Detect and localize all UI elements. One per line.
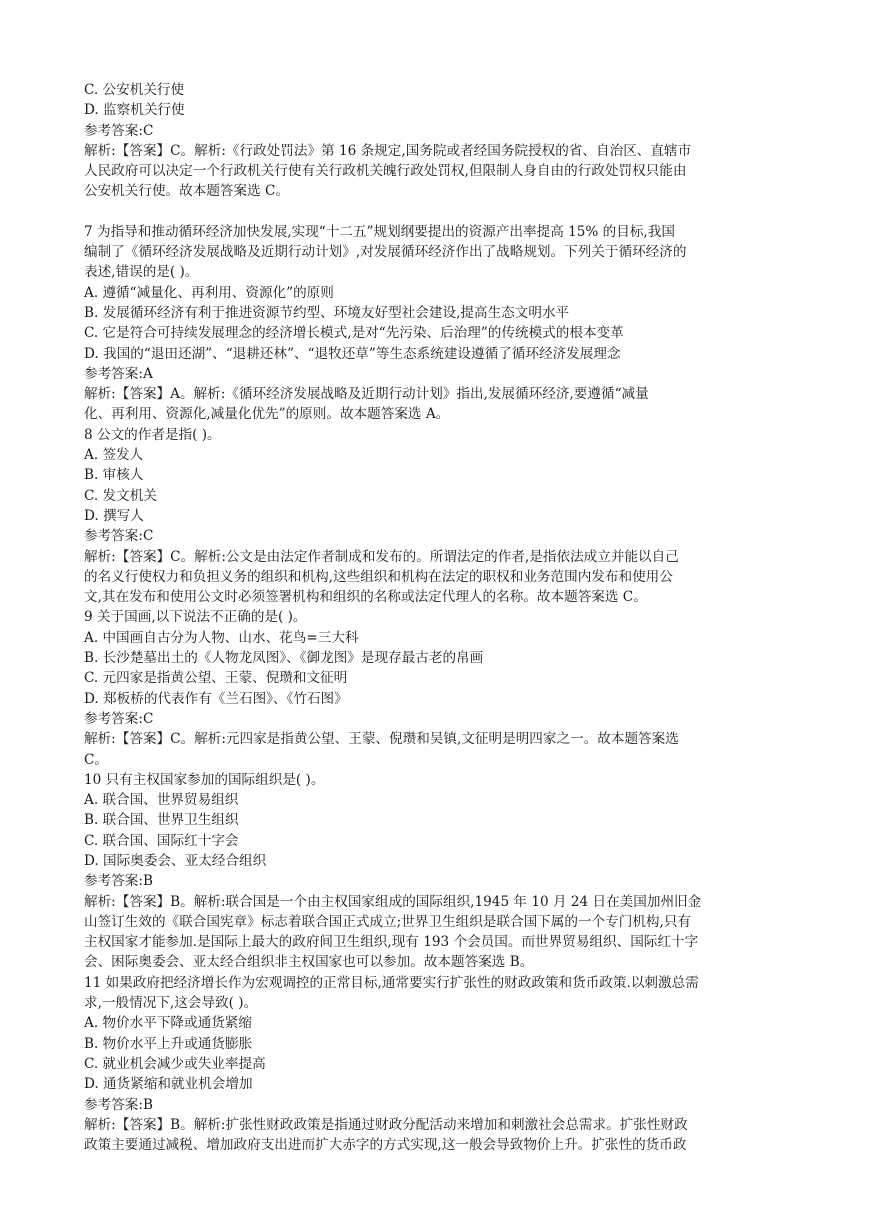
text-line: B. 物价水平上升或通货膨胀: [84, 1035, 253, 1052]
text-line: 10 只有主权国家参加的国际组织是( )。: [84, 771, 325, 788]
text-line: A. 物价水平下降或通货紧缩: [84, 1015, 252, 1032]
text-line: B. 发展循环经济有利于推进资源节约型、环境友好型社会建设,提高生态文明水平: [84, 304, 570, 321]
text-line: 参考答案:B: [84, 1096, 153, 1113]
text-line: 的名义行使权力和负担义务的组织和机构,这些组织和机构在法定的职权和业务范围内发布和使用公: [84, 568, 673, 585]
text-line: 编制了《循环经济发展战略及近期行动计划》,对发展循环经济作出了战略规划。下列关于循环经济的: [84, 244, 687, 261]
text-line: A. 联合国、世界贸易组织: [84, 792, 239, 809]
text-line: 9 关于国画,以下说法不正确的是( )。: [84, 609, 307, 626]
text-line: 主权国家才能参加.是国际上最大的政府间卫生组织,现有 193 个会员国。而世界贸易组织、国际红十字: [84, 934, 699, 951]
text-line: 文,其在发布和使用公文时必须签署机构和组织的名称或法定代理人的名称。故本题答案选 C。: [84, 589, 647, 606]
text-line: 公安机关行使。故本题答案选 C。: [84, 183, 290, 200]
text-line: 参考答案:C: [84, 710, 154, 727]
text-line: 解析:【答案】C。解析:《行政处罚法》第 16 条规定,国务院或者经国务院授权的省、自治区、直辖市: [84, 142, 692, 159]
text-line: B. 审核人: [84, 467, 144, 484]
text-line: 参考答案:A: [84, 365, 153, 382]
text-line: 解析:【答案】B。解析:扩张性财政政策是指通过财政分配活动来增加和刺激社会总需求。扩张性财政: [84, 1116, 688, 1133]
text-line: 解析:【答案】A。解析:《循环经济发展战略及近期行动计划》指出,发展循环经济,要遵循“减量: [84, 386, 649, 403]
text-line: 山签订生效的《联合国宪章》标志着联合国正式成立;世界卫生组织是联合国下属的一个专门机构,只有: [84, 913, 692, 930]
text-line: A. 遵循“减量化、再利用、资源化”的原则: [84, 284, 334, 301]
document-page: [84, 80, 788, 1155]
blank-line: [84, 202, 788, 222]
text-line: D. 国际奥委会、亚太经合组织: [84, 852, 267, 869]
text-line: C. 元四家是指黄公望、王蒙、倪瓒和文征明: [84, 670, 348, 687]
text-line: 8 公文的作者是指( )。: [84, 426, 221, 443]
text-line: C. 它是符合可持续发展理念的经济增长模式,是对“先污染、后治理”的传统模式的根本变革: [84, 325, 624, 342]
text-line: 7 为指导和推动循环经济加快发展,实现“十二五”规划纲要提出的资源产出率提高 15% 的目标,我国: [84, 223, 675, 240]
text-line: 解析:【答案】C。解析:元四家是指黄公望、王蒙、倪瓒和吴镇,文征明是明四家之一。故本题答案选: [84, 731, 679, 748]
text-line: D. 通货紧缩和就业机会增加: [84, 1076, 253, 1093]
text-line: A. 中国画自古分为人物、山水、花鸟=三大科: [84, 629, 359, 646]
text-line: 人民政府可以决定一个行政机关行使有关行政机关魄行政处罚权,但限制人身自由的行政处罚权只能由: [84, 163, 687, 180]
text-line: C。: [84, 751, 108, 768]
text-line: B. 长沙楚墓出土的《人物龙凤图》、《御龙图》是现存最古老的帛画: [84, 650, 484, 667]
text-line: 化、再利用、资源化,减量化优先”的原则。故本题答案选 A。: [84, 406, 450, 423]
text-line: 参考答案:C: [84, 122, 154, 139]
text-line: D. 郑板桥的代表作有《兰石图》、《竹石图》: [84, 690, 348, 707]
text-line: 11 如果政府把经济增长作为宏观调控的正常目标,通常要实行扩张性的财政政策和货币政策.以刺激总需: [84, 974, 699, 991]
text-line: 政策主要通过减税、增加政府支出进而扩大赤字的方式实现,这一般会导致物价上升。扩张性的货币政: [84, 1137, 687, 1154]
text-line: 参考答案:C: [84, 528, 154, 545]
text-line: C. 联合国、国际红十字会: [84, 832, 239, 849]
text-line: D. 撰写人: [84, 507, 144, 524]
text-line: 表述,错误的是( )。: [84, 264, 199, 281]
text-line: D. 我国的“退田还湖”、“退耕还林”、“退牧还草”等生态系统建设遵循了循环经济发展理念: [84, 345, 621, 362]
text-line: C. 发文机关: [84, 487, 157, 504]
text-line: 求,一般情况下,这会导致( )。: [84, 995, 258, 1012]
text-line: D. 监察机关行使: [84, 102, 185, 119]
text-line: 会、困际奥委会、亚太经合组织非主权国家也可以参加。故本题答案选 B。: [84, 954, 534, 971]
text-line: 解析:【答案】C。解析:公文是由法定作者制成和发布的。所谓法定的作者,是指依法成立并能以自己: [84, 548, 679, 565]
text-line: C. 公安机关行使: [84, 82, 185, 98]
text-line: A. 签发人: [84, 447, 144, 464]
text-line: C. 就业机会减少或失业率提高: [84, 1055, 266, 1072]
text-line: 解析:【答案】B。解析:联合国是一个由主权国家组成的国际组织,1945 年 10 月 24 日在美国加州旧金: [84, 893, 702, 910]
text-line: 参考答案:B: [84, 873, 153, 890]
text-line: B. 联合国、世界卫生组织: [84, 812, 239, 829]
